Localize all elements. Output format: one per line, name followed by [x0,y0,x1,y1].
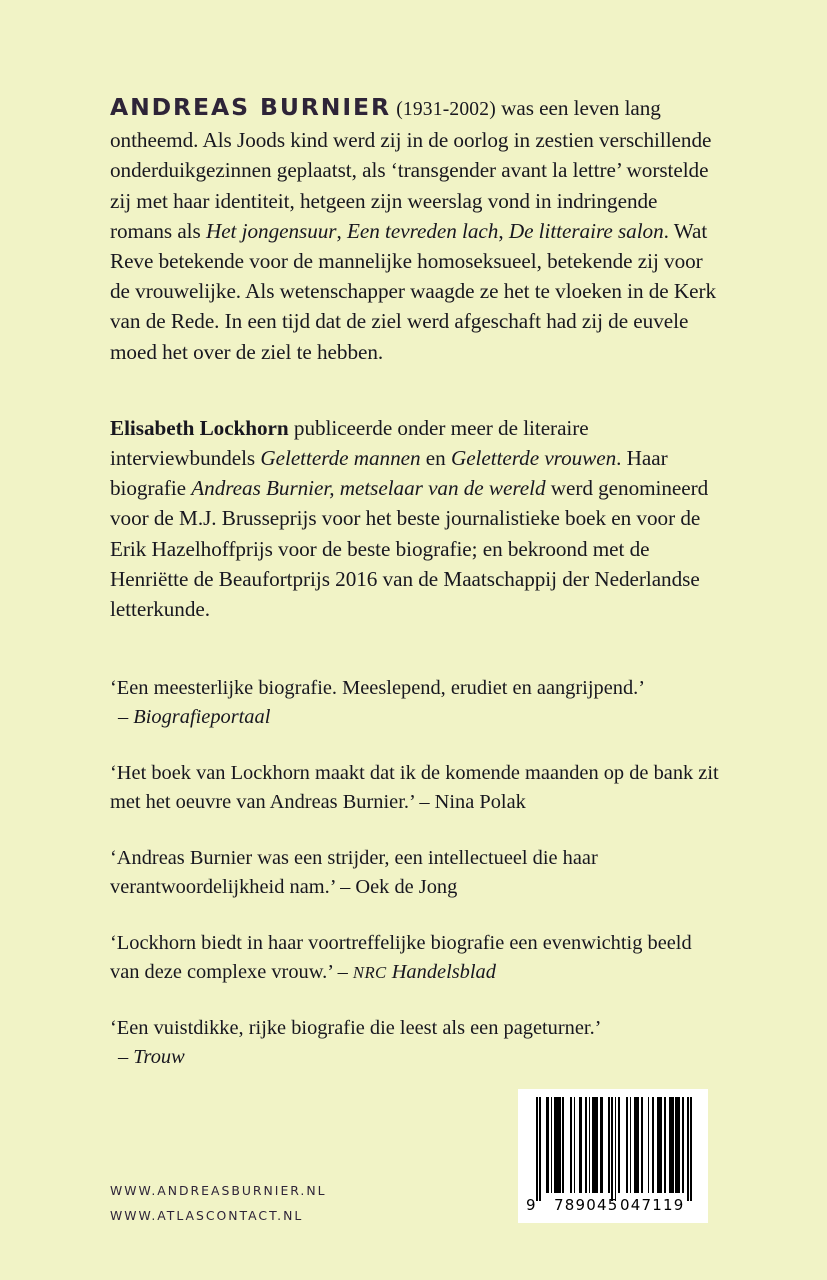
subject-bio-paragraph: ANDREAS BURNIER (1931-2002) was een leven lang ontheemd. Als Joods kind werd zij in de oorlog in zestien verschillende onderduikgezinnen geplaatst, als ‘transgender avant la lettre’ worstelde zij met haar identiteit, hetgeen zijn weerslag vond in indringende romans als Het jongensuur, Een tevreden lach, De litteraire salon. Wat Reve betekende voor de mannelijke homoseksueel, betekende zij voor de vrouwelijke. Als wetenschapper waagde ze het te vloeken in de Kerk van de Rede. In een tijd dat de ziel werd afgeschaft had zij de euvele moed het over de ziel te hebben. [110,93,717,364]
author-bio-paragraph [110,413,720,624]
barcode-bars [536,1097,692,1201]
bio-text-1: was een leven lang ontheemd. Als Joods kind werd zij in de oorlog in zestien verschillende onderduikgezinnen geplaatst, als [110,96,712,183]
quote-text: ‘Het boek van Lockhorn maakt dat ik de komende maanden op de bank zit met het oeuvre van Andreas Burnier.’ [110,762,719,814]
review-quotes-list [110,674,720,1072]
quote-source-smallcaps: NRC [352,963,387,983]
author-work-1: Geletterde mannen [260,446,421,471]
book-title-1: Het jongensuur [205,218,337,243]
quote-dash: – [118,706,134,729]
url-atlascontact[interactable]: WWW.ATLASCONTACT.NL [110,1208,304,1223]
quote-dash: – [334,876,356,899]
quote-source: Oek de Jong [355,876,458,899]
bio-text-2: worstelde zij met haar identiteit, hetgeen zijn weerslag vond in indringende romans als [110,158,709,243]
quote-dash: – [414,791,435,814]
quote-source: Nina Polak [434,791,526,814]
barcode-digits-group-1: 789045 [554,1196,619,1214]
quote-text: ‘Een vuistdikke, rijke biografie die leest als een pageturner.’ [110,1017,602,1040]
subject-name: ANDREAS BURNIER [110,93,391,121]
quote-text: ‘Lockhorn biedt in haar voortreffelijke biografie een evenwichtig beeld van deze complexe vrouw.’ [110,932,692,984]
author-text-4: werd genomineerd voor de M.J. Brusseprijs voor het beste journalistieke boek en voor de Erik Hazelhoffprijs voor de beste biografie; en bekroond met de Henriëtte de Beaufortprijs 2016 van de Maatschappij der Nederlandse letterkunde. [110,476,709,622]
barcode [518,1089,708,1223]
footer-urls [110,1178,327,1228]
author-text-1: publiceerde onder meer de literaire interviewbundels [110,415,589,471]
review-quote [110,759,720,817]
book-title-2: Een tevreden lach [347,218,499,243]
author-text-2: en [420,446,451,471]
barcode-panel [518,1089,708,1223]
barcode-bar [690,1097,692,1201]
review-quote [110,929,720,987]
subject-dates: (1931-2002) [396,99,496,120]
quote-dash: – [332,961,353,984]
author-name: Elisabeth Lockhorn [110,415,289,440]
quote-text: ‘Een meesterlijke biografie. Meeslepend, erudiet en aangrijpend.’ [110,677,646,700]
barcode-digits-group-2: 047119 [620,1196,685,1214]
bio-quoted-phrase: ‘transgender avant la lettre’ [390,158,622,183]
quote-source: Trouw [133,1046,185,1069]
author-work-2: Geletterde vrouwen [450,446,617,471]
review-quote [110,1014,720,1072]
book-title-3: De litteraire salon [508,218,664,243]
url-andreasburnier[interactable]: WWW.ANDREASBURNIER.NL [110,1183,327,1198]
quote-source: Handelsblad [386,961,496,984]
bio-text-3: . Wat Reve betekende voor de mannelijke homoseksueel, betekende zij voor de vrouwelijke. Als wetenschapper waagde ze het te vloeken in de Kerk van de Rede. In een tijd dat de ziel werd afgeschaft had zij de euvele moed het over de ziel te hebben. [110,218,717,364]
quote-dash: – [118,1046,134,1069]
cover-text-content [110,92,720,1072]
quote-text: ‘Andreas Burnier was een strijder, een intellectueel die haar verantwoordelijkheid nam.’ [110,847,598,899]
review-quote [110,674,720,732]
quote-source: Biografieportaal [133,706,271,729]
author-work-3: Andreas Burnier, metselaar van de wereld [191,476,546,501]
barcode-digit-left: 9 [526,1196,537,1214]
author-text-3: . Haar biografie [110,446,668,501]
barcode-digits [518,1195,708,1215]
review-quote [110,844,720,902]
